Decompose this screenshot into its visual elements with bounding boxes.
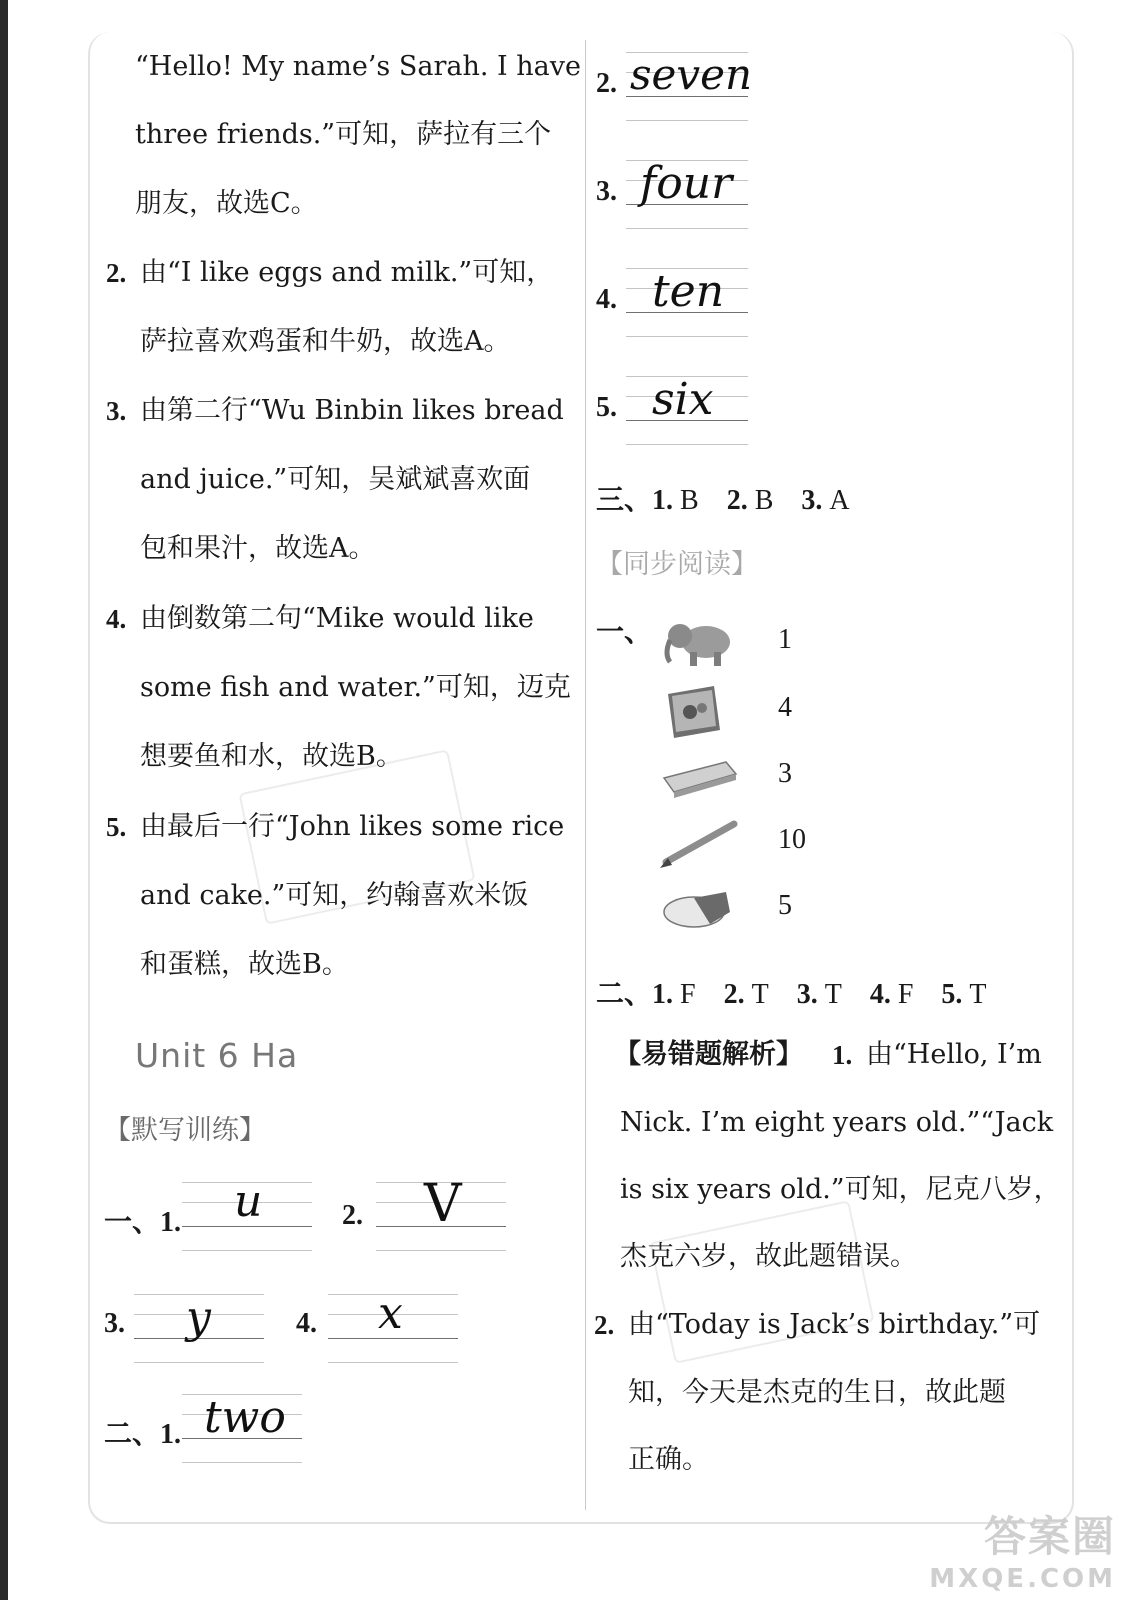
text-line: 朋友，故选C。 <box>135 188 318 219</box>
text-line: 由“I like eggs and milk.”可知， <box>140 257 554 288</box>
book-icon <box>660 680 740 740</box>
text-line: 由“Hello, I’m <box>866 1039 1042 1070</box>
reading-part-one-label: 一、 <box>596 617 653 648</box>
dictation-section-tag: 【默写训练】 <box>104 1115 266 1146</box>
text-line: 由最后一行“John likes some rice <box>140 811 565 842</box>
part-one-label: 一、1. <box>104 1207 182 1238</box>
count-value: 3 <box>778 758 792 789</box>
eraser-icon <box>660 878 740 938</box>
item-number: 3. <box>106 396 127 426</box>
item-number: 5. <box>106 812 127 842</box>
item-number: 4. <box>106 604 127 634</box>
handwritten-answer: four <box>640 158 733 209</box>
picture-count-row <box>660 746 810 806</box>
site-watermark <box>929 1504 1116 1594</box>
text-line: 萨拉喜欢鸡蛋和牛奶，故选A。 <box>140 326 511 357</box>
text-line: 杰克六岁，故此题错误。 <box>620 1241 917 1272</box>
writing-lines-word-2 <box>626 48 753 122</box>
part-two-label: 二、1. <box>104 1419 182 1450</box>
count-value: 4 <box>778 692 792 723</box>
item-number: 4. <box>596 284 617 315</box>
text-line: Nick. I’m eight years old.”“Jack <box>620 1107 1054 1138</box>
text-line: some fish and water.”可知，迈克 <box>140 672 571 703</box>
pencil-box-icon <box>660 746 740 806</box>
text-line: 知，今天是杰克的生日，故此题 <box>628 1377 1006 1408</box>
handwritten-answer: two <box>204 1392 286 1443</box>
item-number: 4. <box>296 1308 317 1339</box>
handwritten-answer: ten <box>652 266 725 317</box>
picture-count-row <box>660 812 810 872</box>
handwritten-answer: y <box>186 1292 211 1343</box>
count-value: 1 <box>778 624 792 655</box>
text-line: 由倒数第二句“Mike would like <box>140 603 534 634</box>
item-number: 2. <box>106 258 127 288</box>
watermark-logo: 答案圈 <box>983 1512 1116 1561</box>
text-line: 正确。 <box>628 1444 709 1475</box>
text-line: 包和果汁，故选A。 <box>140 533 376 564</box>
item-number: 5. <box>596 392 617 423</box>
writing-lines-4 <box>328 1290 458 1364</box>
text-line: “Hello! My name’s Sarah. I have <box>135 51 581 82</box>
text-line: is six years old.”可知，尼克八岁， <box>620 1174 1061 1205</box>
writing-lines-word-4 <box>626 264 748 338</box>
item-number: 2. <box>342 1200 363 1231</box>
item-number: 3. <box>596 176 617 207</box>
picture-count-row <box>660 680 810 740</box>
picture-count-row <box>660 878 810 938</box>
handwritten-answer: V <box>424 1174 462 1234</box>
text-line: 由“Today is Jack’s birthday.”可 <box>628 1309 1041 1340</box>
text-line: and cake.”可知，约翰喜欢米饭 <box>140 880 529 911</box>
obscured-title-area <box>318 1030 558 1080</box>
text-line: 由第二行“Wu Binbin likes bread <box>140 395 564 426</box>
text-line: 和蛋糕，故选B。 <box>140 949 349 980</box>
part-three-answers: 三、1. B 2. B 3. A <box>596 485 850 516</box>
handwritten-answer: seven <box>630 50 753 99</box>
count-value: 10 <box>778 824 806 855</box>
error-analysis-tag: 【易错题解析】 <box>614 1039 803 1070</box>
picture-count-row <box>660 612 810 672</box>
item-number: 3. <box>104 1308 125 1339</box>
text-line: and juice.”可知，吴斌斌喜欢面 <box>140 464 531 495</box>
elephant-icon <box>660 612 740 672</box>
writing-lines-3 <box>134 1290 264 1364</box>
item-number: 1. <box>832 1040 853 1070</box>
writing-lines-1 <box>182 1178 312 1252</box>
text-line: three friends.”可知，萨拉有三个 <box>135 119 552 150</box>
handwritten-answer: six <box>652 374 714 425</box>
reading-part-two-answers: 二、1. F 2. T 3. T 4. F 5. T <box>596 979 987 1010</box>
text-line: 想要鱼和水，故选B。 <box>140 741 403 772</box>
writing-lines-2 <box>376 1174 506 1252</box>
reading-section-tag: 【同步阅读】 <box>596 549 758 580</box>
scan-edge <box>0 0 8 1600</box>
handwritten-answer: x <box>378 1288 403 1339</box>
item-number: 2. <box>594 1310 615 1340</box>
column-divider <box>585 40 586 1510</box>
watermark-url: MXQE.COM <box>929 1564 1116 1594</box>
writing-lines-word-5 <box>626 372 748 446</box>
handwritten-answer: u <box>234 1176 263 1227</box>
count-value: 5 <box>778 890 792 921</box>
writing-lines-word-3 <box>626 156 748 230</box>
pencil-icon <box>660 812 740 872</box>
writing-lines-word-1 <box>182 1390 302 1464</box>
item-number: 2. <box>596 68 617 99</box>
unit-title: Unit 6 Ha <box>135 1036 299 1075</box>
